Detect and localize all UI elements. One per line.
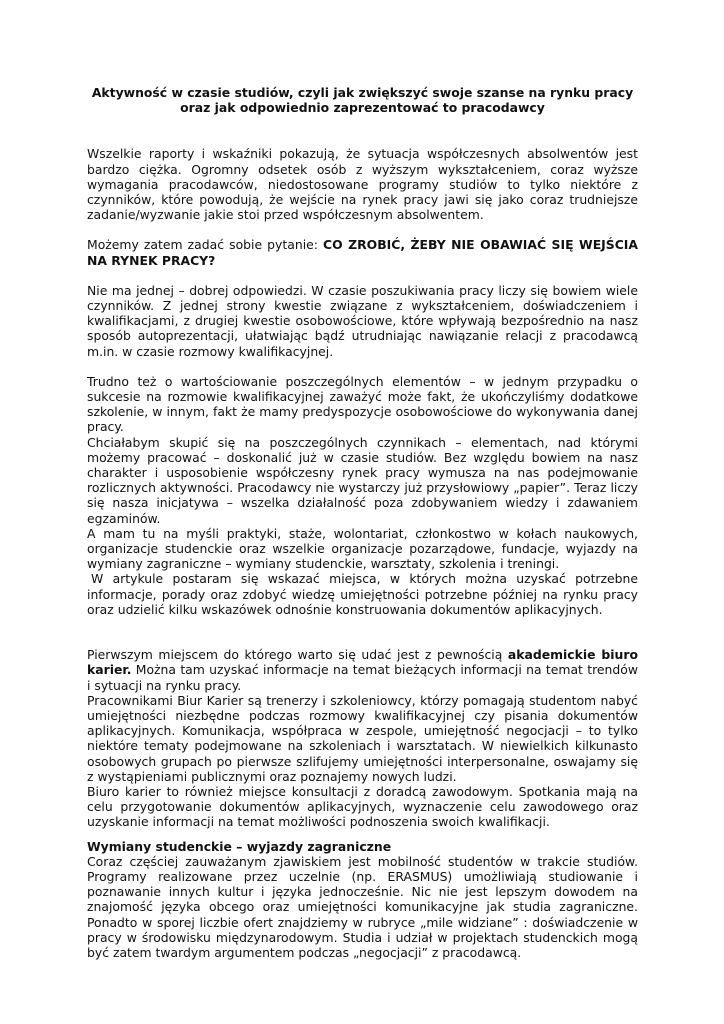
paragraph-intro: Wszelkie raporty i wskaźniki pokazują, że sytuacja współczesnych absolwentów jest bardzo ciężka. Ogromny odsetek osób z wyższym wykształceniem, coraz wyższe wymagania pracodawców, niedostosowane programy studiów to tylko niektóre z czynników, które powodują, że wejście na rynek pracy jawi się jako coraz trudniejsze zadanie/wyzwanie jakie stoi przed współczesnym absolwentem. (87, 146, 638, 223)
career-office-bold: akademickie biuro karier. (87, 647, 638, 678)
paragraph-question (87, 237, 638, 267)
question-lead: Możemy zatem zadać sobie pytanie: (87, 237, 324, 253)
document-body (87, 85, 638, 960)
title-line-1: Aktywność w czasie studiów, czyli jak zwiększyć swoje szanse na rynku pracy (91, 85, 634, 100)
paragraph-answer: Nie ma jednej – dobrej odpowiedzi. W czasie poszukiwania pracy liczy się bowiem wiele czynników. Z jednej strony kwestie związane z wykształceniem, doświadczeniem i kwalifikacjami, z drugiej kwestie osobowościowe, które wpływają bezpośrednio na nasz sposób autoprezentacji, ułatwiając bądź utrudniając nawiązanie relacji z pracodawcą m.in. w czasie rozmowy kwalifikacyjnej. (87, 282, 638, 359)
paragraph-valuation: Trudno też o wartościowanie poszczególnych elementów – w jednym przypadku o sukcesie na rozmowie kwalifikacyjnej zaważyć może fakt, że ukończyliśmy dodatkowe szkolenie, w innym, fakt że mamy predyspozycje osobowościowe do wykonywania danej pracy. (87, 373, 638, 435)
document-title (87, 85, 638, 115)
paragraph-article-aim: W artykule postaram się wskazać miejsca, w których można uzyskać potrzebne informacje, porady oraz zdobyć wiedzę umiejętności potrzebne później na rynku pracy oraz udzielić kilku wskazówek odnośnie konstruowania dokumentów aplikacyjnych. (87, 571, 638, 617)
paragraph-activities: A mam tu na myśli praktyki, staże, wolontariat, członkostwo w kołach naukowych, organizacje studenckie oraz wszelkie organizacje pozarządowe, fundacje, wyjazdy na wymiany zagraniczne – wymiany studenckie, warsztaty, szkolenia i treningi. (87, 525, 638, 572)
paragraph-exchanges: Coraz częściej zauważanym zjawiskiem jest mobilność studentów w trakcie studiów. Programy realizowane przez uczelnie (np. ERASMUS) umożliwiają studiowanie i poznawanie innych kultur i języka jednocześnie. Nic nie jest lepszym dowodem na znajomość języka obcego oraz umiejętności komunikacyjne jak studia zagraniczne. Ponadto w sporej liczbie ofert znajdziemy w rubryce „mile widziane” : doświadczenie w pracy w środowisku międzynarodowym. Studia i udział w projektach studenckich mogą być zatem twardym argumentem podczas „negocjacji” z pracodawcą. (87, 853, 638, 960)
paragraph-career-consult: Biuro karier to również miejsce konsultacji z doradcą zawodowym. Spotkania mają na celu przygotowanie dokumentów aplikacyjnych, wyznaczenie celu zawodowego oraz uzyskanie informacji na temat możliwości podnoszenia swoich kwalifikacji. (87, 783, 638, 830)
paragraph-focus: Chciałabym skupić się na poszczególnych czynnikach – elementach, nad którymi możemy pracować – doskonalić już w czasie studiów. Bez względu bowiem na nasz charakter i usposobienie współczesny rynek pracy wymusza na nas podejmowanie rozlicznych aktywności. Pracodawcy nie wystarczy już przysłowiowy „papier”. Teraz liczy się nasza inicjatywa – wszelka działalność poza zdobywaniem wiedzy i zdawaniem egzaminów. (87, 434, 638, 526)
section-heading-exchanges: Wymiany studenckie – wyjazdy zagraniczne (87, 838, 392, 854)
title-line-2: oraz jak odpowiednio zaprezentować to pracodawcy (180, 100, 545, 116)
paragraph-career-office (87, 647, 638, 693)
career-office-lead: Pierwszym miejscem do którego warto się udać jest z pewnością (87, 647, 508, 663)
career-office-rest: Można tam uzyskać informacje na temat bieżących informacji na temat trendów i sytuacji na rynku pracy. (87, 662, 638, 693)
question-bold: CO ZROBIĆ, ŻEBY NIE OBAWIAĆ SIĘ WEJŚCIA NA RYNEK PRACY? (87, 237, 638, 268)
paragraph-career-staff: Pracownikami Biur Karier są trenerzy i szkoleniowcy, którzy pomagają studentom nabyć umiejętności niezbędne podczas rozmowy kwalifikacyjnej czy pisania dokumentów aplikacyjnych. Komunikacja, współpraca w zespole, umiejętność negocjacji – to tylko niektóre tematy podejmowane na szkoleniach i warsztatach. W niewielkich kilkunasto osobowych grupach po pierwsze szlifujemy umiejętności interpersonalne, oswajamy się z wystąpieniami publicznymi oraz poznajemy nowych ludzi. (87, 692, 638, 784)
